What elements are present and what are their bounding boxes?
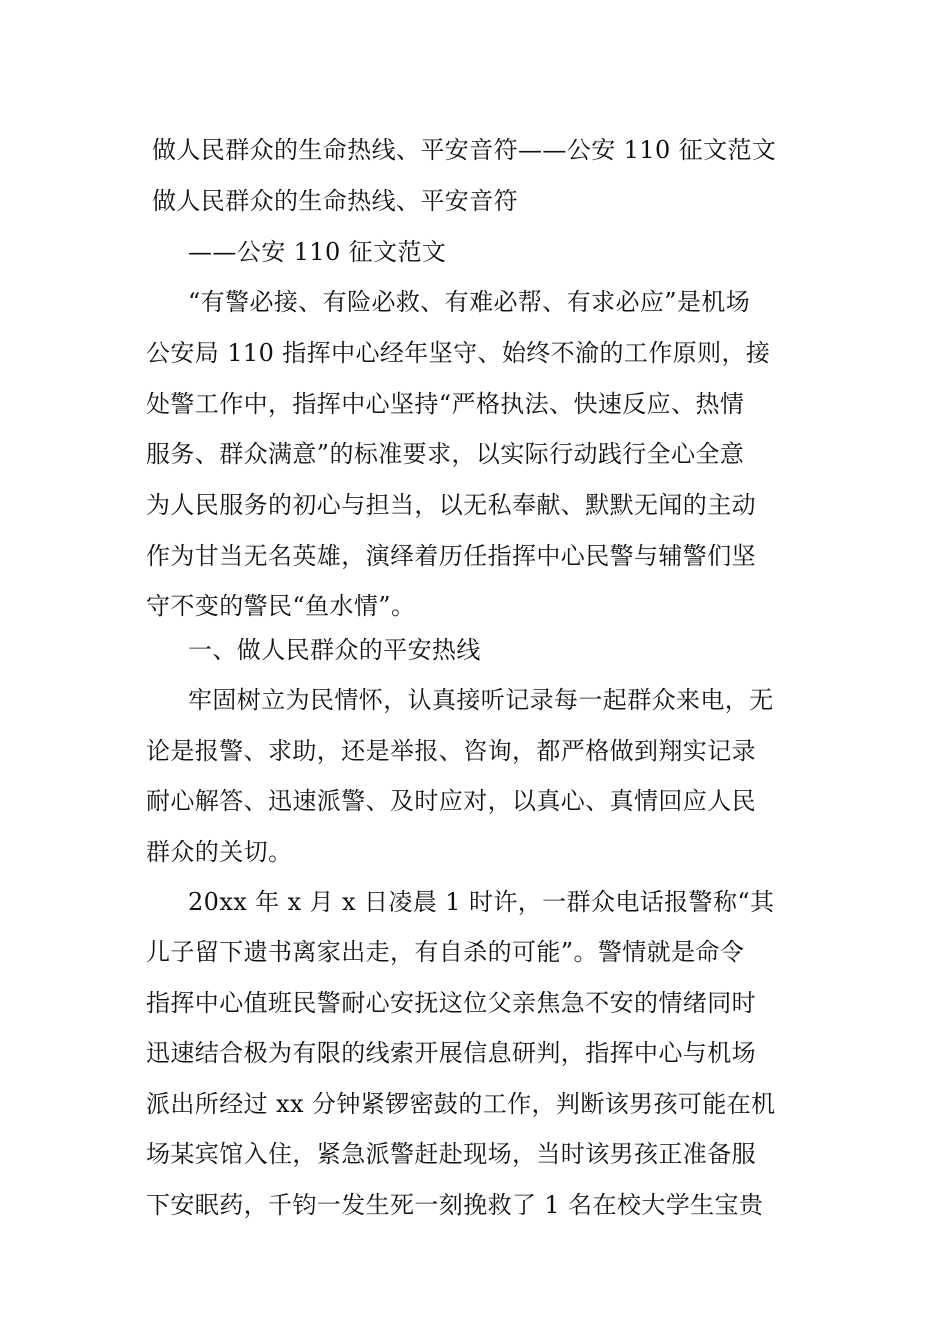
paragraph-1-line-4: 服务、群众满意”的标准要求，以实际行动践行全心全意 xyxy=(146,440,745,468)
paragraph-2-line-4: 群众的关切。 xyxy=(146,838,293,866)
paragraph-3-line-2: 儿子留下遗书离家出走，有自杀的可能”。警情就是命令 xyxy=(146,938,745,966)
paragraph-1-line-6: 作为甘当无名英雄，演绎着历任指挥中心民警与辅警们坚 xyxy=(146,542,756,570)
paragraph-1-line-3: 处警工作中，指挥中心坚持“严格执法、快速反应、热情 xyxy=(146,390,745,418)
paragraph-1-line-7: 守不变的警民“鱼水情”。 xyxy=(146,592,416,620)
document-subtitle: ——公安 110 征文范文 xyxy=(188,238,447,266)
paragraph-3-line-6: 场某宾馆入住，紧急派警赶赴现场，当时该男孩正准备服 xyxy=(146,1140,756,1168)
paragraph-1-line-5: 为人民服务的初心与担当，以无私奉献、默默无闻的主动 xyxy=(146,491,756,519)
paragraph-2-line-2: 论是报警、求助，还是举报、咨询，都严格做到翔实记录 xyxy=(146,737,756,765)
paragraph-3-line-4: 迅速结合极为有限的线索开展信息研判，指挥中心与机场 xyxy=(146,1039,756,1067)
paragraph-3-line-7: 下安眠药，千钧一发生死一刻挽救了 1 名在校大学生宝贵 xyxy=(146,1191,764,1219)
paragraph-3-line-3: 指挥中心值班民警耐心安抚这位父亲焦急不安的情绪同时 xyxy=(146,989,756,1017)
paragraph-1-line-1: “有警必接、有险必救、有难必帮、有求必应”是机场 xyxy=(188,288,751,316)
document-title: 做人民群众的生命热线、平安音符——公安 110 征文范文 xyxy=(152,136,777,164)
section-heading: 一、做人民群众的平安热线 xyxy=(188,636,481,664)
document-title-main: 做人民群众的生命热线、平安音符 xyxy=(152,187,518,215)
paragraph-1-line-2: 公安局 110 指挥中心经年坚守、始终不渝的工作原则，接 xyxy=(146,339,771,367)
paragraph-3-line-5: 派出所经过 xx 分钟紧锣密鼓的工作，判断该男孩可能在机 xyxy=(146,1090,776,1118)
paragraph-2-line-3: 耐心解答、迅速派警、及时应对，以真心、真情回应人民 xyxy=(146,787,756,815)
paragraph-2-line-1: 牢固树立为民情怀，认真接听记录每一起群众来电，无 xyxy=(188,686,774,714)
paragraph-3-line-1: 20xx 年 x 月 x 日凌晨 1 时许，一群众电话报警称“其 xyxy=(188,888,775,916)
